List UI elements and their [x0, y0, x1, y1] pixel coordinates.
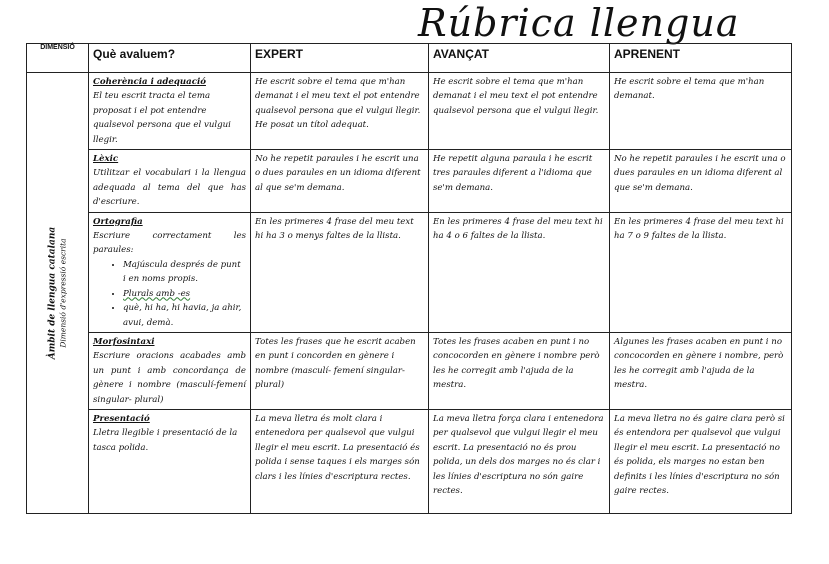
header-learner: APRENENT [610, 44, 792, 73]
cell-text: Totes les frases que he escrit acaben en punt i concorden en gènere i nombre (masculí- femení singular- plural) [255, 336, 416, 391]
page-title: Rúbrica llengua [418, 1, 740, 45]
table-row [27, 332, 792, 409]
rubric-table [26, 43, 792, 514]
criterion-title: Ortografia [93, 216, 143, 227]
header-dimension: DIMENSIÓ [27, 44, 89, 73]
cell-text: He escrit sobre el tema que m'han demanat i el meu text el pot entendre qualsevol persona que el vulgui llegir. He posat un títol adequat. [255, 77, 421, 131]
criterion-title: Morfosintaxi [93, 336, 155, 347]
criterion-cell [89, 409, 251, 513]
criterion-cell [89, 150, 251, 213]
criterion-description: Lletra llegible i presentació de la tasca polida. [93, 428, 238, 453]
expert-cell [251, 212, 429, 332]
cell-text: La meva lletra és molt clara i entenedora per qualsevol que vulgui llegir el meu escrit. La presentació és polida i sense taques i els marges són clars i les línies d'escriptura rectes. [255, 413, 420, 482]
criterion-description: El teu escrit tracta el tema proposat i el pot entendre qualsevol persona que el vulgui llegir. [93, 91, 231, 145]
list-item: • Plurals amb -es [123, 287, 246, 301]
advanced-cell [429, 73, 610, 150]
header-expert: EXPERT [251, 44, 429, 73]
criterion-title: Presentació [93, 413, 150, 424]
learner-cell [610, 409, 792, 513]
learner-cell [610, 212, 792, 332]
expert-cell [251, 73, 429, 150]
criterion-title: Coherència i adequació [93, 77, 206, 87]
header-row [27, 44, 792, 73]
cell-text: La meva lletra força clara i entenedora per qualsevol que vulgui llegir el meu escrit. La presentació no és prou polida, un dels dos marges no és clar i les línies d'escriptura no són gaire rectes. [433, 413, 604, 496]
cell-text: No he repetit paraules i he escrit una o dues paraules en un idioma diferent al que se'm demana. [614, 154, 786, 193]
advanced-cell [429, 409, 610, 513]
cell-text: En les primeres 4 frase del meu text hi ha 7 o 9 faltes de la llista. [614, 216, 784, 242]
expert-cell [251, 150, 429, 213]
advanced-cell [429, 150, 610, 213]
cell-text: En les primeres 4 frase del meu text hi ha 3 o menys faltes de la llista. [255, 216, 414, 242]
criterion-cell [89, 332, 251, 409]
cell-text: He repetit alguna paraula i he escrit tres paraules diferent a l'idioma que se'm demana. [433, 154, 593, 193]
table-row [27, 409, 792, 513]
cell-text: He escrit sobre el tema que m'han demanat i el meu text el pot entendre qualsevol persona que el vulgui llegir. [433, 77, 599, 116]
criterion-cell [89, 73, 251, 150]
cell-text: Algunes les frases acaben en punt i no concocorden en gènere i nombre, però les he corregit amb l'ajuda de la mestra. [614, 336, 784, 391]
header-what: Què avaluem? [89, 44, 251, 73]
header-advanced: AVANÇAT [429, 44, 610, 73]
expert-cell [251, 409, 429, 513]
table-row [27, 150, 792, 213]
expert-cell [251, 332, 429, 409]
list-item: • què, hi ha, hi havia, ja ahir, avui, demà. [123, 301, 246, 330]
criterion-description: Escriure oracions acabades amb un punt i amb concordança de gènere i nombre (masculí-femení singular- plural) [93, 351, 246, 405]
list-item: • Majúscula després de punt i en noms propis. [123, 258, 246, 287]
criterion-title: Lèxic [93, 154, 119, 165]
table-row [27, 212, 792, 332]
cell-text: No he repetit paraules i he escrit una o dues paraules en un idioma diferent al que se'm demana. [255, 154, 421, 193]
cell-text: En les primeres 4 frase del meu text hi ha 4 o 6 faltes de la llista. [433, 216, 603, 242]
learner-cell [610, 332, 792, 409]
dimension-side-label [27, 73, 89, 514]
criterion-description: Escriure correctament les paraules: [93, 231, 246, 256]
criterion-description: Utilitzar el vocabulari i la llengua adequada al tema del que has d'escriure. [93, 168, 246, 208]
learner-cell [610, 150, 792, 213]
advanced-cell [429, 212, 610, 332]
cell-text: Totes les frases acaben en punt i no concocorden en gènere i nombre però les he corregit amb l'ajuda de la mestra. [433, 336, 600, 391]
criterion-cell [89, 212, 251, 332]
learner-cell [610, 73, 792, 150]
cell-text: He escrit sobre el tema que m'han demanat. [614, 77, 765, 102]
side-label-main: Àmbit de llengua catalana [47, 226, 57, 360]
spelling-rules-list [93, 258, 246, 330]
side-label-sub: Dimensió d'expressió escrita [58, 238, 67, 348]
cell-text: La meva lletra no és gaire clara però si és entendora per qualsevol que vulgui llegir el meu escrit. La presentació no és polida, els marges no estan ben definits i les línies d'escriptura no són gaire rectes. [614, 413, 785, 496]
advanced-cell [429, 332, 610, 409]
table-row [27, 73, 792, 150]
